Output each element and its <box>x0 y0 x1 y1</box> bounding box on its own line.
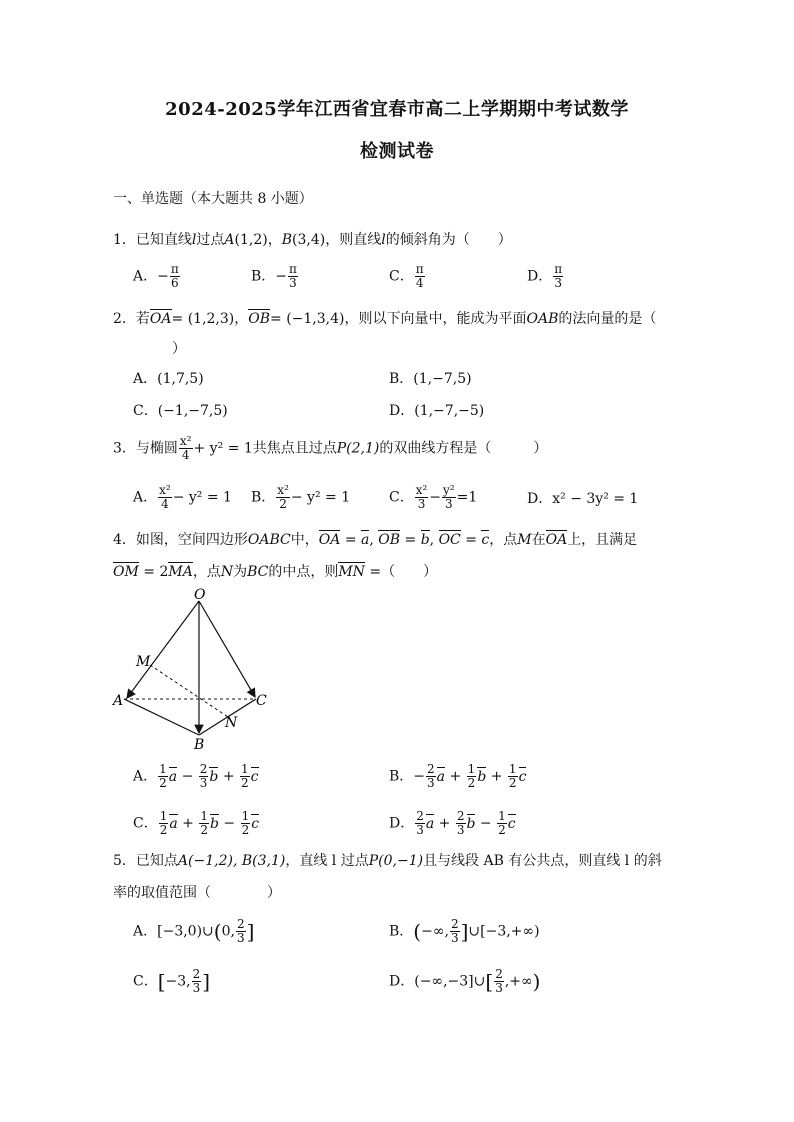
fraction <box>415 263 425 290</box>
q-text: ，点 <box>489 532 518 548</box>
equation: =1 <box>456 489 478 506</box>
option-label: D． <box>527 268 553 285</box>
numerator: 1 <box>241 762 249 776</box>
q3-option-c[interactable] <box>389 484 477 511</box>
bracket: ] <box>246 919 255 944</box>
label-B: B <box>194 737 205 753</box>
vector-c: c <box>518 768 527 785</box>
option-label: D． <box>389 973 415 990</box>
edge-OC <box>199 601 255 697</box>
segment-BC: BC <box>247 564 269 580</box>
denominator: 3 <box>192 981 201 995</box>
q5-option-d[interactable] <box>389 968 540 995</box>
numerator: 2 <box>495 967 503 981</box>
option-label: C． <box>389 268 414 285</box>
denominator: 3 <box>445 497 453 511</box>
numerator: x² <box>179 434 192 448</box>
point-P: P(0,−1) <box>368 853 424 869</box>
numerator: 1 <box>159 809 168 823</box>
option-label: B． <box>251 268 276 285</box>
denominator: 3 <box>236 931 245 945</box>
numerator: π <box>554 262 563 276</box>
question-3 <box>113 435 547 462</box>
vector-b: b <box>466 815 476 832</box>
point-P: P(2,1) <box>336 440 380 457</box>
numerator: π <box>170 262 179 276</box>
bracket: [ <box>157 969 166 994</box>
q-text: 的倾斜角为（ ） <box>385 232 512 248</box>
q2-option-d[interactable] <box>389 400 484 420</box>
fraction <box>497 810 507 837</box>
q2-option-c[interactable] <box>133 400 228 420</box>
quad-OABC: OABC <box>247 532 291 548</box>
points-AB: A(−1,2), B(3,1) <box>177 853 286 869</box>
page-subtitle: 检测试卷 <box>360 141 434 162</box>
tetrahedron-figure <box>110 585 280 755</box>
numerator: 1 <box>467 762 476 776</box>
q-text: ，点 <box>192 564 221 580</box>
denominator: 2 <box>159 776 167 790</box>
q-text: 的法向量的是（ <box>558 311 657 327</box>
denominator: 2 <box>279 497 287 511</box>
question-5 <box>113 850 662 870</box>
numerator: 2 <box>192 967 201 981</box>
interval: (−∞,−3]∪ <box>414 973 486 990</box>
numerator: x² <box>415 483 428 497</box>
question-2 <box>113 308 656 328</box>
option-label: B． <box>389 371 414 387</box>
option-label: C． <box>133 973 158 990</box>
page-title: 2024-2025学年江西省宜春市高二上学期期中考试数学 <box>165 99 629 120</box>
q4-option-b[interactable]: B．− $\frac{2}{3}$ a + $\frac{1}{2}$ b + $\frac{1}{2}$ c <box>389 762 527 790</box>
q-number: 5． <box>113 853 136 869</box>
vector-c: c <box>251 815 260 832</box>
fraction <box>288 263 298 290</box>
bracket: [ <box>485 969 494 994</box>
label-O: O <box>194 587 206 603</box>
vector-b: b <box>210 815 219 832</box>
vector-b: b <box>477 768 487 785</box>
option-label: A． <box>133 768 158 785</box>
vector-OA: OA <box>545 532 568 548</box>
fraction <box>456 810 466 837</box>
fraction <box>240 763 250 790</box>
label-A: A <box>113 693 124 709</box>
question-4: 4．如图，空间四边形OABC中，OA = a, OB = b, OC = c，点M在OA上，且满足 <box>113 532 638 548</box>
vector-a: a <box>169 815 178 832</box>
label-C: C <box>256 693 267 709</box>
vector-a: a <box>361 532 370 548</box>
segment-MN <box>150 665 228 717</box>
q5-option-c[interactable] <box>133 968 210 995</box>
option-value: (1,7,5) <box>157 371 204 387</box>
q-text: = (1,2,3)， <box>171 311 249 327</box>
interval: −3, <box>165 973 191 990</box>
q-number: 3． <box>113 440 136 457</box>
numerator: 1 <box>498 809 506 823</box>
numerator: π <box>289 262 297 276</box>
section-heading: 一、单选题（本大题共 8 小题） <box>113 191 313 207</box>
q5-option-b[interactable] <box>389 918 540 945</box>
question-4-cont <box>113 561 437 581</box>
q3-option-a[interactable] <box>133 484 232 511</box>
point-N: N <box>220 564 234 580</box>
fraction <box>159 810 169 837</box>
numerator: x² <box>159 483 171 497</box>
q-number: 4． <box>113 532 136 548</box>
operator: − <box>429 489 442 506</box>
denominator: 3 <box>554 276 562 290</box>
q-text: ，则以下向量中，能成为平面 <box>344 311 527 327</box>
q-text: 如图，空间四边形 <box>135 532 248 548</box>
question-5-cont: 率的取值范围（ ） <box>113 885 281 901</box>
vector-c: c <box>250 768 259 785</box>
fraction <box>467 763 477 790</box>
numerator: 1 <box>159 762 167 776</box>
q-text: ， <box>267 232 282 248</box>
q-text: 中， <box>290 532 319 548</box>
denominator: 4 <box>415 276 424 290</box>
equation: − y² = 1 <box>290 489 351 506</box>
denominator: 4 <box>161 497 169 511</box>
interval: −∞, <box>421 923 449 940</box>
vector-OC: OC <box>438 532 461 548</box>
denominator: 3 <box>427 776 435 790</box>
denominator: 4 <box>181 448 190 462</box>
q4-option-d[interactable]: D． $\frac{2}{3}$ a + $\frac{2}{3}$ b − $\frac{1}{2}$ c <box>389 809 516 837</box>
vector-b: b <box>209 768 219 785</box>
denominator: 2 <box>200 823 208 837</box>
denominator: 2 <box>467 776 476 790</box>
option-label: C． <box>133 403 158 419</box>
numerator: 1 <box>241 809 250 823</box>
q-text: 上，且满足 <box>567 532 638 548</box>
label-M: M <box>136 654 151 670</box>
q-text: ，直线 l 过点 <box>285 853 369 869</box>
q1-option-d[interactable] <box>527 263 564 290</box>
question-2-cont: ） <box>172 341 186 357</box>
equation: + y² = 1 <box>193 440 253 457</box>
var-l: l <box>191 232 197 248</box>
fraction <box>170 263 180 290</box>
option-label: B． <box>389 768 414 785</box>
denominator: 3 <box>456 823 465 837</box>
option-value: (1,−7,−5) <box>414 403 485 419</box>
vector-OB: OB <box>248 311 271 327</box>
q1-option-c[interactable] <box>389 263 426 290</box>
numerator: 2 <box>427 762 435 776</box>
var-A: A <box>224 232 235 248</box>
numerator: 2 <box>450 917 459 931</box>
fraction <box>426 763 436 790</box>
numerator: 2 <box>236 917 245 931</box>
vector-a: a <box>168 768 178 785</box>
denominator: 3 <box>289 276 297 290</box>
vector-c: c <box>481 532 490 548</box>
sign: − <box>275 268 288 285</box>
option-label: A． <box>133 371 158 387</box>
vector-OA: OA <box>149 311 172 327</box>
numerator: 2 <box>199 762 208 776</box>
q-text: = (−1,3,4) <box>270 311 345 327</box>
vector-a: a <box>436 768 446 785</box>
numerator: π <box>415 262 424 276</box>
q-text: ，则直线 <box>325 232 382 248</box>
fraction <box>276 484 290 511</box>
var-B: B <box>281 232 293 248</box>
q-text: =（ ） <box>369 564 438 580</box>
bracket: ) <box>532 969 541 994</box>
bracket: ] <box>460 919 469 944</box>
denominator: 2 <box>159 823 168 837</box>
q5-option-a[interactable] <box>133 918 254 945</box>
fraction <box>494 968 504 995</box>
vector-MA: MA <box>168 564 193 580</box>
vector-OB: OB <box>378 532 401 548</box>
equation: x² − 3y² = 1 <box>552 491 639 507</box>
fraction <box>158 484 172 511</box>
label-N: N <box>225 715 238 731</box>
option-label: A． <box>133 923 158 940</box>
bracket: ] <box>202 969 211 994</box>
vector-MN: MN <box>338 564 365 580</box>
bracket: ( <box>213 919 222 944</box>
option-label: C． <box>389 489 414 506</box>
q-text: 共焦点且过点 <box>252 440 337 457</box>
numerator: 1 <box>200 809 208 823</box>
q-text: 且与线段 AB 有公共点，则直线 l 的斜 <box>423 853 662 869</box>
denominator: 3 <box>495 981 503 995</box>
fraction <box>553 263 563 290</box>
q-text: 已知点 <box>135 853 178 869</box>
fraction <box>415 810 425 837</box>
fraction <box>241 810 251 837</box>
denominator: 2 <box>498 823 506 837</box>
edge-AB <box>124 699 199 735</box>
point-M: M <box>517 532 532 548</box>
vector-b: b <box>420 532 430 548</box>
interval: [−3,0)∪ <box>157 923 214 940</box>
option-label: A． <box>133 489 158 506</box>
vector-OM: OM <box>113 564 139 580</box>
question-1 <box>113 229 512 249</box>
q3-option-d[interactable] <box>527 488 638 508</box>
fraction <box>179 435 193 462</box>
bracket: ( <box>413 919 422 944</box>
fraction <box>192 968 202 995</box>
denominator: 3 <box>199 776 208 790</box>
fraction <box>415 484 429 511</box>
denominator: 2 <box>241 823 250 837</box>
numerator: 2 <box>416 809 424 823</box>
equation: − y² = 1 <box>172 489 232 506</box>
q2-option-a[interactable] <box>133 368 204 388</box>
interval: ∪[−3,+∞) <box>468 923 540 940</box>
coord: (1,2) <box>234 232 268 248</box>
denominator: 3 <box>416 823 424 837</box>
q-text: 过点 <box>196 232 225 248</box>
sign: − <box>157 268 169 285</box>
q1-option-b[interactable] <box>251 263 299 290</box>
q-text: 与椭圆 <box>135 440 178 457</box>
denominator: 6 <box>170 276 179 290</box>
option-label: D． <box>527 491 553 507</box>
numerator: 1 <box>508 762 517 776</box>
option-value: (1,−7,5) <box>413 371 472 387</box>
interval: ,+∞ <box>504 973 533 990</box>
option-label: D． <box>389 403 415 419</box>
fraction <box>442 484 456 511</box>
q-text: 若 <box>135 311 150 327</box>
coord: (3,4) <box>292 232 326 248</box>
plane-OAB: OAB <box>526 311 559 327</box>
numerator: x² <box>277 483 289 497</box>
denominator: 2 <box>508 776 517 790</box>
fraction <box>158 763 168 790</box>
option-label: A． <box>133 268 158 285</box>
q-text: 在 <box>531 532 546 548</box>
option-label: D． <box>389 815 415 832</box>
option-label: B． <box>251 489 276 506</box>
equation: = 2 <box>143 564 169 580</box>
denominator: 3 <box>450 931 459 945</box>
denominator: 2 <box>241 776 249 790</box>
edge-OA <box>127 601 199 698</box>
fraction <box>450 918 460 945</box>
fraction <box>199 763 209 790</box>
q-number: 1． <box>113 232 136 248</box>
fraction <box>199 810 209 837</box>
numerator: 2 <box>456 809 465 823</box>
q2-option-b[interactable] <box>389 368 472 388</box>
q-text: 已知直线 <box>135 232 192 248</box>
option-label: C． <box>133 815 158 832</box>
q-text: 为 <box>233 564 248 580</box>
q4-option-c[interactable]: C． $\frac{1}{2}$ a + $\frac{1}{2}$ b − $\frac{1}{2}$ c <box>133 809 260 837</box>
var-l: l <box>381 232 386 248</box>
option-value: (−1,−7,5) <box>157 403 228 419</box>
fraction <box>508 763 518 790</box>
q1-option-a[interactable] <box>133 263 181 290</box>
q4-option-a[interactable]: A． $\frac{1}{2}$ a − $\frac{2}{3}$ b + $\frac{1}{2}$ c <box>133 762 259 790</box>
option-label: B． <box>389 923 414 940</box>
interval: 0, <box>221 923 235 940</box>
q3-option-b[interactable] <box>251 484 350 511</box>
vector-c: c <box>507 815 516 832</box>
fraction <box>236 918 246 945</box>
vector-a: a <box>425 815 435 832</box>
denominator: 3 <box>417 497 426 511</box>
numerator: y² <box>443 483 455 497</box>
vector-OA: OA <box>318 532 341 548</box>
q-text: 的中点，则 <box>268 564 339 580</box>
q-number: 2． <box>113 311 136 327</box>
q-text: 的双曲线方程是（ ） <box>379 440 548 457</box>
